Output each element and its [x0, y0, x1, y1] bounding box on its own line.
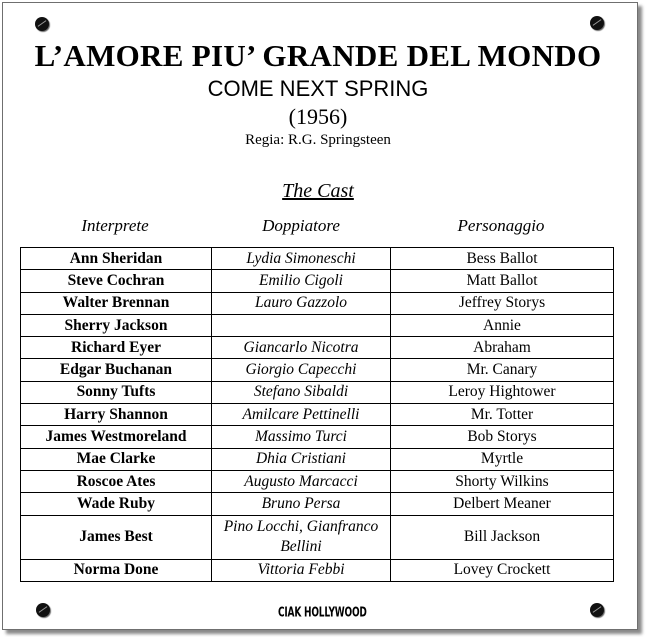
actor-cell: Walter Brennan: [21, 292, 212, 314]
italian-title: L’AMORE PIU’ GRANDE DEL MONDO: [34, 38, 602, 73]
dubber-cell: Stefano Sibaldi: [212, 381, 391, 403]
table-row: [21, 359, 614, 381]
actor-cell: James Westmoreland: [21, 426, 212, 448]
dubber-cell: Giancarlo Nicotra: [212, 337, 391, 359]
table-row: [21, 470, 614, 492]
character-cell: Jeffrey Storys: [391, 292, 614, 314]
dubber-cell: Emilio Cigoli: [212, 270, 391, 292]
table-row: [21, 426, 614, 448]
column-header-character: Personaggio: [457, 216, 545, 235]
dubber-cell: [212, 314, 391, 336]
dubber-cell: Pino Locchi, Gianfranco Bellini: [212, 515, 391, 559]
character-cell: Mr. Canary: [391, 359, 614, 381]
actor-cell: Edgar Buchanan: [21, 359, 212, 381]
pin-hole-bottom-left-icon: [36, 603, 50, 617]
character-cell: Leroy Hightower: [391, 381, 614, 403]
release-year: (1956): [288, 104, 348, 129]
original-title: COME NEXT SPRING: [207, 76, 429, 101]
dubber-cell: Lauro Gazzolo: [212, 292, 391, 314]
table-row: [21, 448, 614, 470]
dubber-cell: Massimo Turci: [212, 426, 391, 448]
character-cell: Lovey Crockett: [391, 559, 614, 581]
dubber-cell: Augusto Marcacci: [212, 470, 391, 492]
actor-cell: Norma Done: [21, 559, 212, 581]
cast-heading: The Cast: [282, 180, 354, 202]
table-row: [21, 515, 614, 559]
director-credit: Regia: R.G. Springsteen: [245, 132, 391, 148]
character-cell: Matt Ballot: [391, 270, 614, 292]
pin-hole-bottom-right-icon: [590, 603, 604, 617]
character-cell: Delbert Meaner: [391, 493, 614, 515]
actor-cell: James Best: [21, 515, 212, 559]
actor-cell: Ann Sheridan: [21, 248, 212, 270]
character-cell: Mr. Totter: [391, 404, 614, 426]
actor-cell: Mae Clarke: [21, 448, 212, 470]
table-row: [21, 292, 614, 314]
column-header-dubber: Doppiatore: [262, 216, 340, 235]
dubber-cell: Bruno Persa: [212, 493, 391, 515]
actor-cell: Harry Shannon: [21, 404, 212, 426]
table-row: [21, 404, 614, 426]
character-cell: Myrtle: [391, 448, 614, 470]
actor-cell: Wade Ruby: [21, 493, 212, 515]
dubber-cell: Lydia Simoneschi: [212, 248, 391, 270]
character-cell: Bill Jackson: [391, 515, 614, 559]
table-row: [21, 337, 614, 359]
table-row: [21, 314, 614, 336]
pin-hole-top-left-icon: [35, 17, 49, 31]
character-cell: Abraham: [391, 337, 614, 359]
table-row: [21, 493, 614, 515]
table-row: [21, 270, 614, 292]
dubber-cell: Amilcare Pettinelli: [212, 404, 391, 426]
cast-table: [20, 247, 614, 582]
dubber-cell: Vittoria Febbi: [212, 559, 391, 581]
actor-cell: Richard Eyer: [21, 337, 212, 359]
ciak-hollywood-logo: CIAK HOLLYWOOD: [278, 606, 367, 621]
pin-hole-top-right-icon: [590, 16, 604, 30]
actor-cell: Steve Cochran: [21, 270, 212, 292]
table-row: [21, 559, 614, 581]
actor-cell: Sherry Jackson: [21, 314, 212, 336]
dubber-cell: Dhia Cristiani: [212, 448, 391, 470]
character-cell: Bess Ballot: [391, 248, 614, 270]
actor-cell: Sonny Tufts: [21, 381, 212, 403]
character-cell: Annie: [391, 314, 614, 336]
dubber-cell: Giorgio Capecchi: [212, 359, 391, 381]
column-header-actor: Interprete: [81, 216, 149, 235]
table-row: [21, 248, 614, 270]
actor-cell: Roscoe Ates: [21, 470, 212, 492]
character-cell: Shorty Wilkins: [391, 470, 614, 492]
character-cell: Bob Storys: [391, 426, 614, 448]
table-row: [21, 381, 614, 403]
